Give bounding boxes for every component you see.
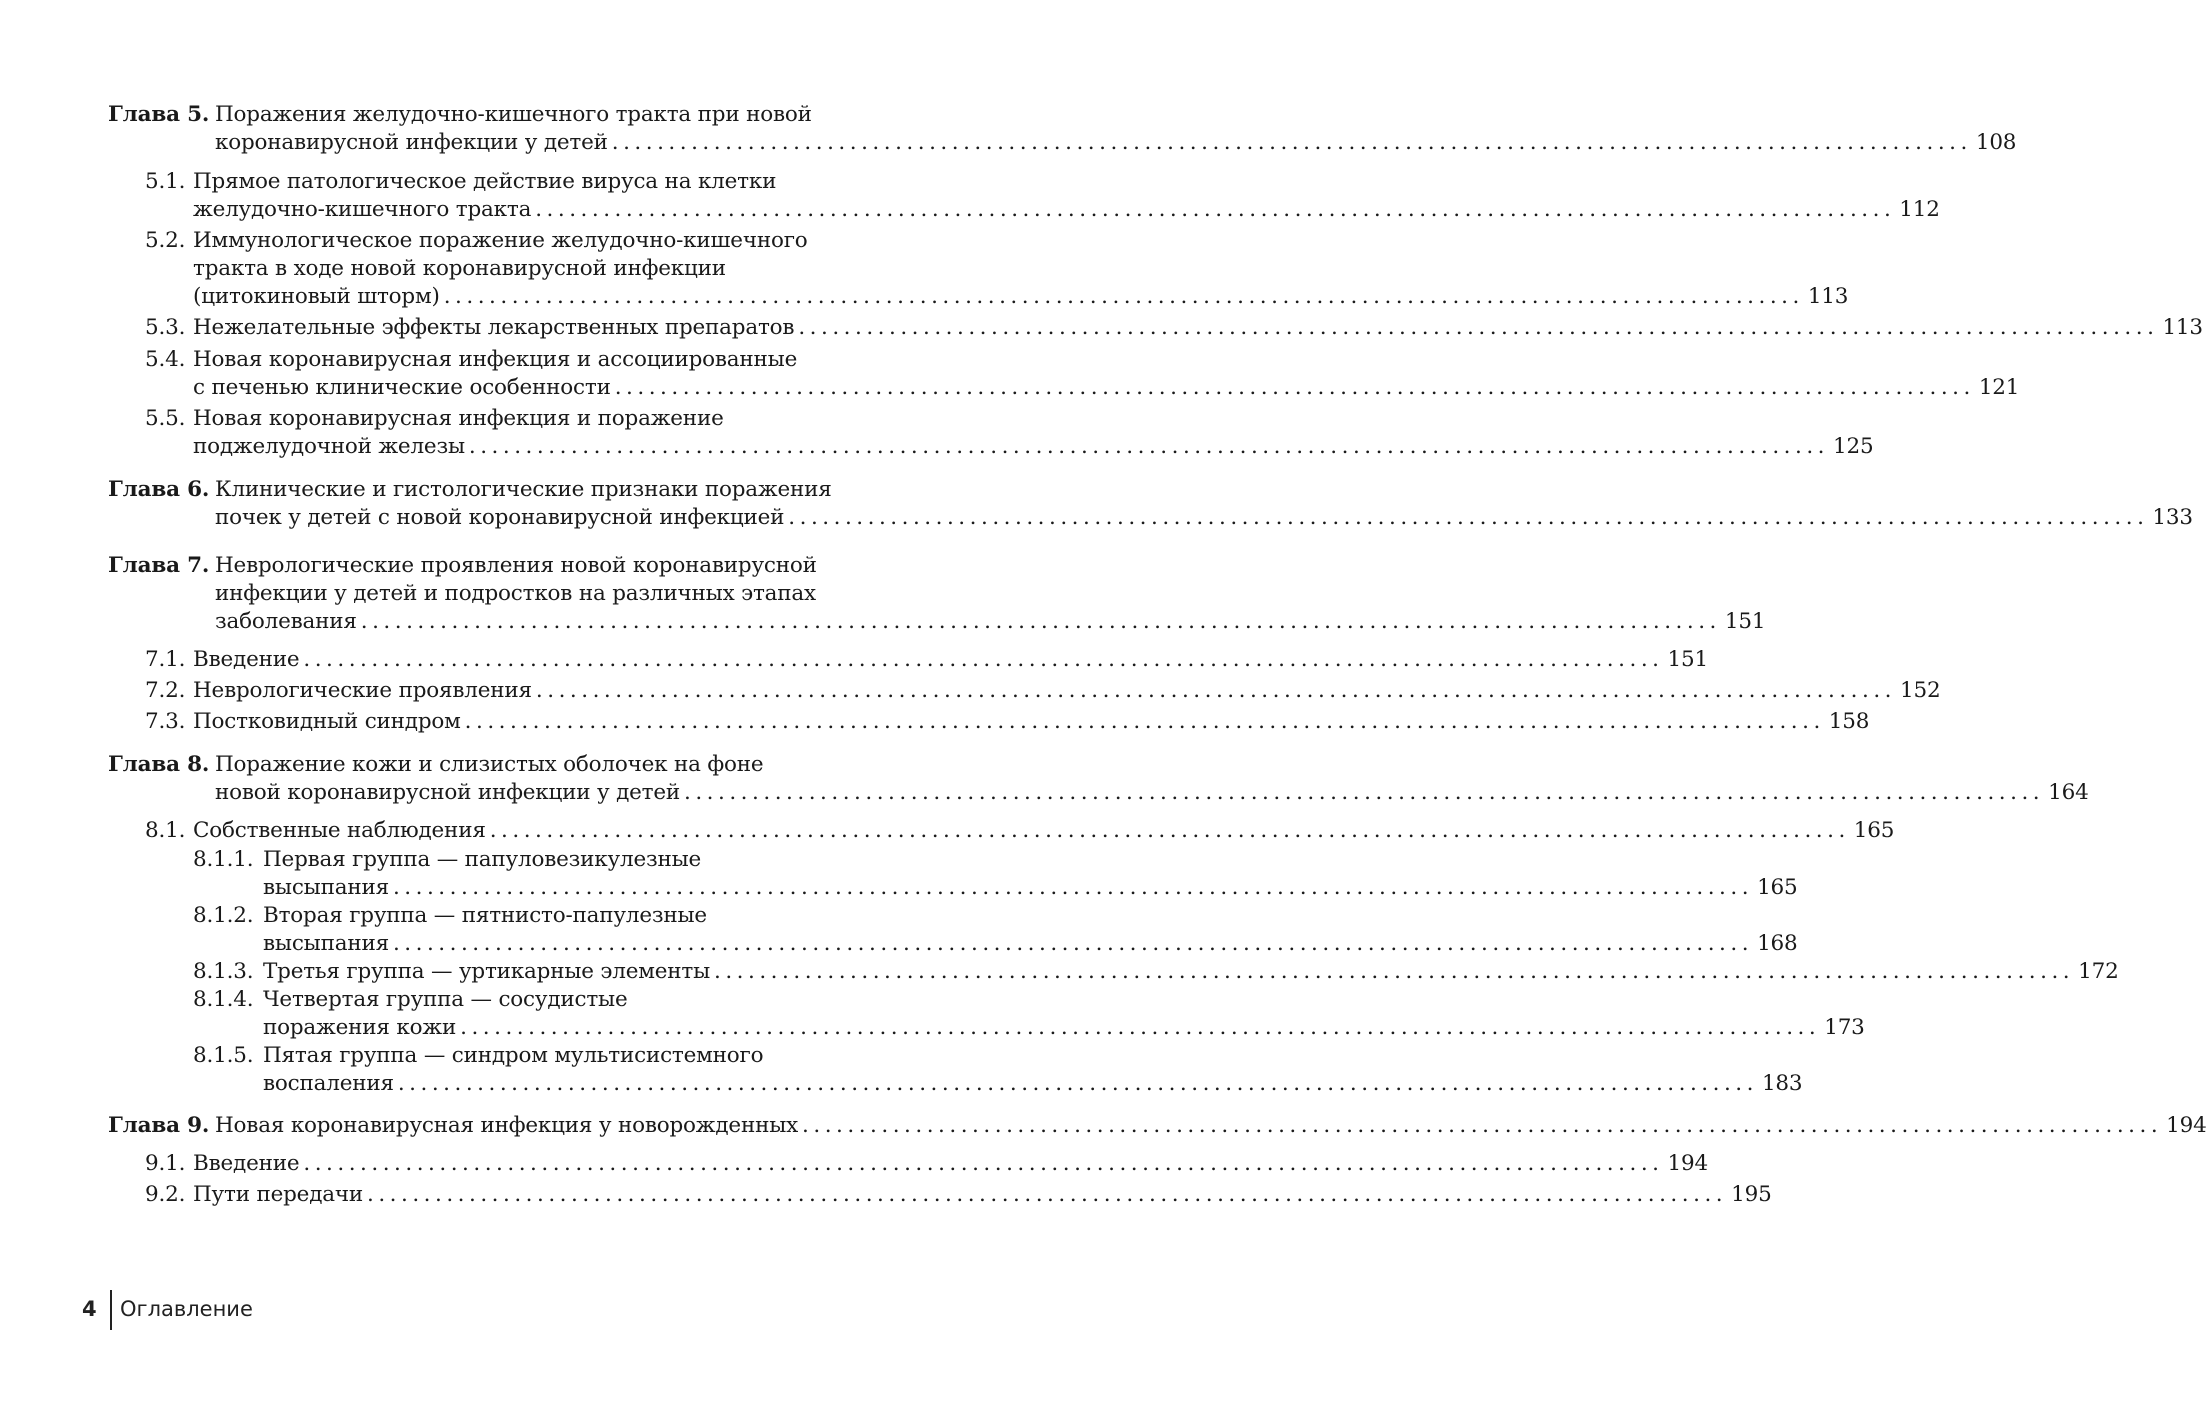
dot-leader: ........................................................................................................................ [535, 197, 1896, 222]
toc-page-number: 151 [1724, 609, 1766, 634]
toc-entry-last-line [263, 1069, 1803, 1099]
toc-entry-title-line: воспаления [263, 1071, 394, 1096]
toc-entry-number: 7.2. [145, 678, 186, 703]
toc-entry-title-line: Постковидный синдром [193, 709, 461, 734]
toc-entry-last-line [263, 957, 2119, 987]
toc-entry-last-line [193, 432, 1874, 462]
toc-entry-title-line: Пятая группа — синдром мультисистемного [263, 1043, 764, 1068]
toc-entry-last-line [193, 1180, 1772, 1210]
toc-entry-title-line: Неврологические проявления новой коронавирусной [215, 553, 817, 578]
toc-entry-title-line: Неврологические проявления [193, 678, 532, 703]
dot-leader: ........................................................................................................................ [788, 505, 2149, 530]
toc-entry-last-line [193, 195, 1940, 225]
toc-page-number: 112 [1899, 197, 1940, 222]
toc-entry-title-line: Поражения желудочно-кишечного тракта при новой [215, 102, 812, 127]
toc-entry-title-line: заболевания [215, 609, 357, 634]
toc-entry-title-line: поражения кожи [263, 1015, 457, 1040]
toc-page-number: 125 [1833, 434, 1874, 459]
toc-page-number: 172 [2078, 959, 2119, 984]
toc-page-number: 121 [1978, 375, 2020, 400]
toc-entry-title-line: с печенью клинические особенности [193, 375, 611, 400]
toc-entry-title-line: желудочно-кишечного тракта [193, 197, 532, 222]
toc-entry-title-line: новой коронавирусной инфекции у детей [215, 780, 681, 805]
dot-leader: ........................................................................................................................ [392, 875, 1754, 900]
dot-leader: ........................................................................................................................ [464, 709, 1825, 734]
toc-entry-title-line: Новая коронавирусная инфекция и ассоциированные [193, 347, 798, 372]
toc-entry-last-line [215, 128, 2017, 158]
toc-entry-number: 8.1.1. [193, 847, 254, 872]
toc-entry-last-line [215, 778, 2089, 808]
dot-leader: ........................................................................................................................ [614, 375, 1975, 400]
toc-entry-number: Глава 6. [108, 477, 210, 502]
toc-page-number: 195 [1731, 1182, 1772, 1207]
toc-page-number: 152 [1900, 678, 1941, 703]
toc-entry-title-line: коронавирусной инфекции у детей [215, 130, 608, 155]
toc-entry-last-line [193, 816, 1895, 846]
toc-entry-number: 9.1. [145, 1151, 186, 1176]
toc-page-number: 183 [1761, 1071, 1803, 1096]
toc-entry-number: 5.1. [145, 169, 186, 194]
running-header-section: Оглавление [120, 1297, 253, 1321]
toc-entry-title-line: Введение [193, 647, 300, 672]
toc-entry-title-line: Иммунологическое поражение желудочно-кишечного [193, 228, 808, 253]
toc-entry-last-line [193, 707, 1870, 737]
toc-entry-last-line [193, 645, 1708, 675]
toc-page-number: 164 [2048, 780, 2089, 805]
toc-entry-last-line [193, 313, 2203, 343]
toc-page-number: 113 [1807, 284, 1849, 309]
dot-leader: ........................................................................................................................ [714, 959, 2075, 984]
dot-leader: ........................................................................................................................ [367, 1182, 1728, 1207]
dot-leader: ........................................................................................................................ [535, 678, 1897, 703]
toc-entry-number: 7.1. [145, 647, 186, 672]
toc-entry-number: Глава 7. [108, 553, 210, 578]
toc-entry-last-line [193, 373, 2020, 403]
toc-entry-last-line [215, 503, 2193, 533]
toc-section-entry [0, 226, 1849, 310]
dot-leader: ........................................................................................................................ [802, 1113, 2163, 1138]
toc-entry-number: 8.1.2. [193, 903, 254, 928]
toc-page-number: 113 [2162, 315, 2203, 340]
toc-entry-last-line [193, 676, 1941, 706]
toc-entry-title-line: Пути передачи [193, 1182, 363, 1207]
toc-entry-number: 5.5. [145, 406, 186, 431]
toc-entry-number: 8.1.3. [193, 959, 254, 984]
toc-entry-title-line: Поражение кожи и слизистых оболочек на фоне [215, 752, 764, 777]
dot-leader: ........................................................................................................................ [443, 284, 1804, 309]
toc-entry-title-line: Новая коронавирусная инфекция у новорожденных [215, 1113, 799, 1138]
toc-entry-title-line: тракта в ходе новой коронавирусной инфекции [193, 256, 726, 281]
toc-entry-number: 5.3. [145, 315, 186, 340]
toc-page-number: 168 [1757, 931, 1798, 956]
toc-page-number: 194 [2166, 1113, 2207, 1138]
toc-page-number: 165 [1757, 875, 1798, 900]
toc-entry-last-line [263, 873, 1798, 903]
toc-entry-title-line: инфекции у детей и подростков на различных этапах [215, 581, 816, 606]
dot-leader: ........................................................................................................................ [611, 130, 1972, 155]
toc-entry-title-line: Клинические и гистологические признаки поражения [215, 477, 832, 502]
toc-entry-number: 8.1.4. [193, 987, 254, 1012]
footer-divider [110, 1290, 112, 1330]
toc-entry-number: 7.3. [145, 709, 186, 734]
toc-entry-number: Глава 9. [108, 1113, 210, 1138]
toc-entry-number: 5.2. [145, 228, 186, 253]
toc-page-number: 165 [1853, 818, 1895, 843]
page-number: 4 [82, 1297, 97, 1321]
toc-entry-title-line: почек у детей с новой коронавирусной инфекцией [215, 505, 785, 530]
toc-entry-number: Глава 8. [108, 752, 210, 777]
toc-entry-title-line: Первая группа — папуловезикулезные [263, 847, 702, 872]
dot-leader: ........................................................................................................................ [303, 647, 1664, 672]
toc-entry-title-line: Прямое патологическое действие вируса на клетки [193, 169, 777, 194]
toc-entry-number: 5.4. [145, 347, 186, 372]
toc-entry-title-line: высыпания [263, 875, 389, 900]
toc-entry-title-line: (цитокиновый шторм) [193, 284, 440, 309]
toc-section-entry [0, 1180, 1772, 1264]
dot-leader: ........................................................................................................................ [392, 931, 1754, 956]
toc-entry-title-line: Новая коронавирусная инфекция и поражение [193, 406, 724, 431]
toc-page-number: 151 [1667, 647, 1708, 672]
toc-entry-title-line: поджелудочной железы [193, 434, 465, 459]
dot-leader: ........................................................................................................................ [360, 609, 1721, 634]
toc-entry-last-line [215, 1111, 2207, 1141]
toc-page-number: 173 [1824, 1015, 1865, 1040]
toc-page-number: 158 [1828, 709, 1870, 734]
toc-entry-title-line: Третья группа — уртикарные элементы [263, 959, 711, 984]
toc-entry-title-line: Собственные наблюдения [193, 818, 486, 843]
dot-leader: ........................................................................................................................ [303, 1151, 1664, 1176]
toc-chapter-entry [0, 551, 1766, 635]
toc-page-number: 194 [1667, 1151, 1708, 1176]
toc-entry-title-line: Четвертая группа — сосудистые [263, 987, 628, 1012]
toc-entry-number: 8.1. [145, 818, 186, 843]
toc-entry-last-line [263, 929, 1798, 959]
toc-page-number: 108 [1975, 130, 2017, 155]
toc-entry-title-line: Вторая группа — пятнисто-папулезные [263, 903, 707, 928]
dot-leader: ........................................................................................................................ [798, 315, 2159, 340]
dot-leader: ........................................................................................................................ [397, 1071, 1758, 1096]
dot-leader: ........................................................................................................................ [468, 434, 1829, 459]
toc-entry-number: 9.2. [145, 1182, 186, 1207]
dot-leader: ........................................................................................................................ [460, 1015, 1821, 1040]
toc-entry-number: 8.1.5. [193, 1043, 254, 1068]
dot-leader: ........................................................................................................................ [489, 818, 1850, 843]
toc-entry-last-line [193, 282, 1849, 312]
dot-leader: ........................................................................................................................ [684, 780, 2045, 805]
toc-page-number: 133 [2152, 505, 2193, 530]
toc-entry-last-line [193, 1149, 1708, 1179]
toc-entry-last-line [215, 607, 1766, 637]
toc-entry-number: Глава 5. [108, 102, 210, 127]
toc-entry-title-line: Нежелательные эффекты лекарственных препаратов [193, 315, 795, 340]
toc-entry-last-line [263, 1013, 1865, 1043]
toc-entry-title-line: высыпания [263, 931, 389, 956]
toc-entry-title-line: Введение [193, 1151, 300, 1176]
toc-chapter-entry [0, 475, 2193, 559]
